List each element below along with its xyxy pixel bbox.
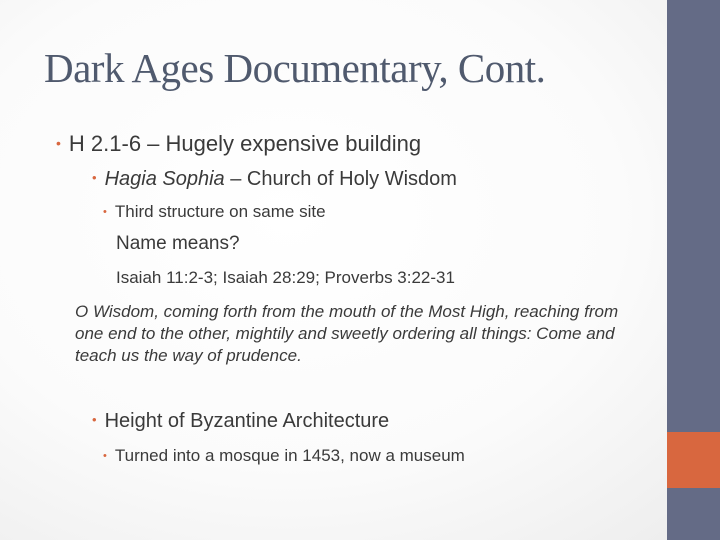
bullet-level3 <box>103 446 465 466</box>
bullet-text: – Church of Holy Wisdom <box>224 168 457 190</box>
bullet-icon: • <box>56 135 61 151</box>
bullet-icon: • <box>103 206 107 218</box>
bullet-text: Turned into a mosque in 1453, now a museum <box>114 446 465 465</box>
bullet-text: H 2.1-6 – Hugely expensive building <box>68 131 422 156</box>
accent-block <box>667 432 720 488</box>
bullet-text-italic: Hagia Sophia <box>104 168 225 190</box>
bullet-level2 <box>92 410 389 433</box>
plain-text-references: Isaiah 11:2-3; Isaiah 28:29; Proverbs 3:22-31 <box>116 268 455 287</box>
bullet-level1 <box>56 131 421 157</box>
bullet-icon: • <box>92 170 97 185</box>
bullet-level2 <box>92 168 457 191</box>
plain-text-name: Name means? <box>116 233 240 254</box>
bullet-icon: • <box>103 450 107 462</box>
wisdom-quote: O Wisdom, coming forth from the mouth of the Most High, reaching from one end to the other, mightily and sweetly ordering all things: Come and teach us the way of prudence. <box>75 302 619 365</box>
bullet-level3 <box>103 202 326 222</box>
bullet-icon: • <box>92 412 97 427</box>
slide-title: Dark Ages Documentary, Cont. <box>44 45 546 91</box>
bullet-text: Third structure on same site <box>114 202 326 221</box>
bullet-text: Height of Byzantine Architecture <box>104 410 390 432</box>
